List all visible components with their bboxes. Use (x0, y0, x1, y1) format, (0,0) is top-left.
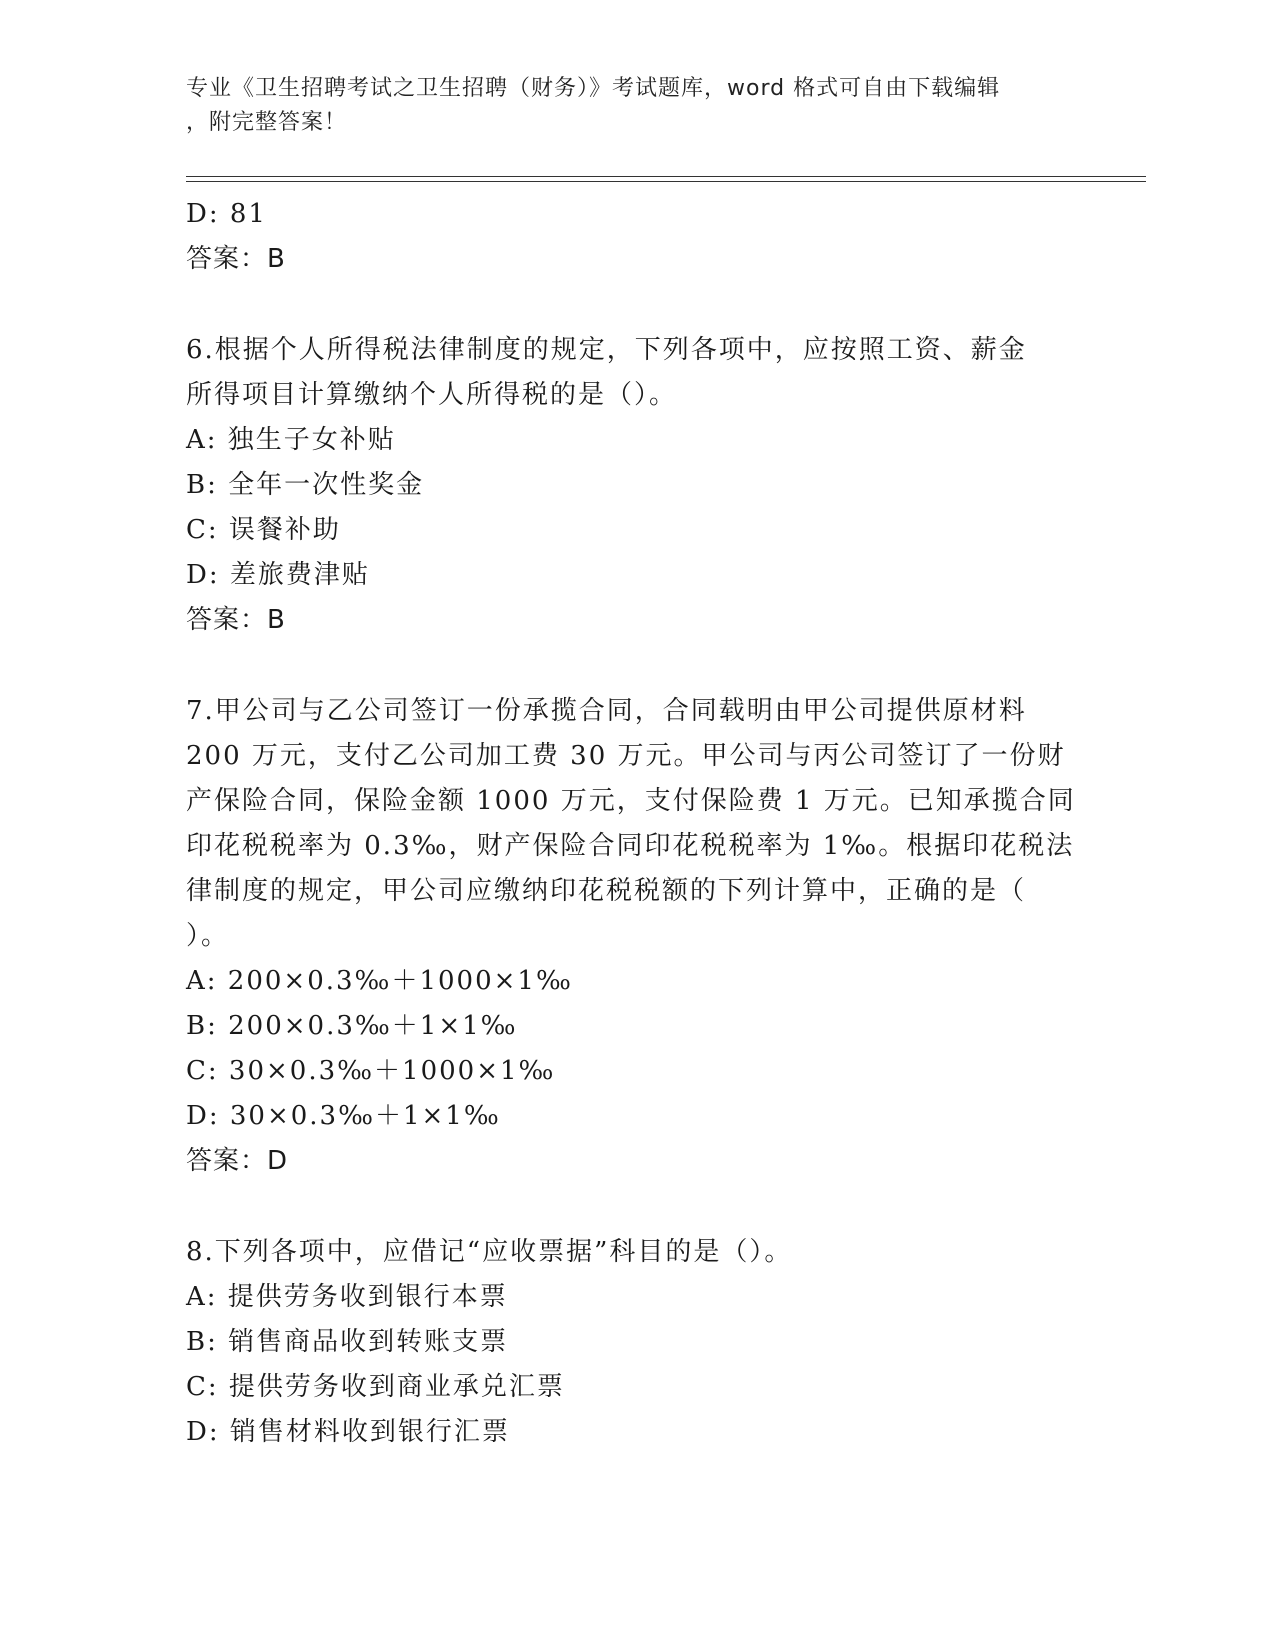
prev-question-tail (186, 192, 1086, 282)
question-stem-line: 产保险合同，保险金额 1000 万元，支付保险费 1 万元。已知承揽合同 (186, 786, 1076, 816)
option-b: B: 销售商品收到转账支票 (186, 1327, 509, 1357)
header-divider-top (186, 176, 1146, 177)
question-stem-line: 200 万元，支付乙公司加工费 30 万元。甲公司与丙公司签订了一份财 (186, 741, 1066, 771)
option-d: D: 差旅费津贴 (186, 560, 370, 590)
question-8 (186, 1230, 1086, 1455)
option-c: C: 30×0.3‰＋1000×1‰ (186, 1056, 556, 1086)
spacer (186, 1184, 1086, 1230)
question-6 (186, 328, 1086, 643)
option-c: C: 提供劳务收到商业承兑汇票 (186, 1372, 565, 1402)
header-line-2: ，附完整答案！ (186, 110, 348, 135)
option-c: C: 误餐补助 (186, 515, 341, 545)
question-stem-line: 所得项目计算缴纳个人所得税的是（）。 (186, 380, 678, 410)
option-b: B: 全年一次性奖金 (186, 470, 425, 500)
answer-line: 答案：B (186, 605, 286, 635)
option-b: B: 200×0.3‰＋1×1‰ (186, 1011, 518, 1041)
question-stem-line: 律制度的规定，甲公司应缴纳印花税税额的下列计算中，正确的是（ (186, 876, 1027, 906)
spacer (186, 643, 1086, 689)
question-stem-line: 印花税税率为 0.3‰，财产保险合同印花税税率为 1‰。根据印花税法 (186, 831, 1075, 861)
question-7 (186, 689, 1086, 1184)
option-d: D: 销售材料收到银行汇票 (186, 1417, 510, 1447)
header-divider-bottom (186, 181, 1146, 182)
option-a: A: 独生子女补贴 (186, 425, 396, 455)
question-content (186, 192, 1086, 1455)
question-stem-line: ）。 (186, 921, 230, 951)
option-d: D: 81 (186, 199, 267, 229)
answer-line: 答案：B (186, 244, 286, 274)
question-stem-line: 7.甲公司与乙公司签订一份承揽合同，合同载明由甲公司提供原材料 (186, 696, 1027, 726)
page-header (186, 72, 1066, 140)
question-stem-line: 8.下列各项中，应借记“应收票据”科目的是（）。 (186, 1237, 793, 1267)
option-d: D: 30×0.3‰＋1×1‰ (186, 1101, 501, 1131)
option-a: A: 提供劳务收到银行本票 (186, 1282, 508, 1312)
spacer (186, 282, 1086, 328)
answer-line: 答案：D (186, 1146, 289, 1176)
question-stem-line: 6.根据个人所得税法律制度的规定，下列各项中，应按照工资、薪金 (186, 335, 1027, 365)
option-a: A: 200×0.3‰＋1000×1‰ (186, 966, 573, 996)
header-line-1: 专业《卫生招聘考试之卫生招聘（财务）》考试题库，word 格式可自由下载编辑 (186, 76, 1001, 101)
